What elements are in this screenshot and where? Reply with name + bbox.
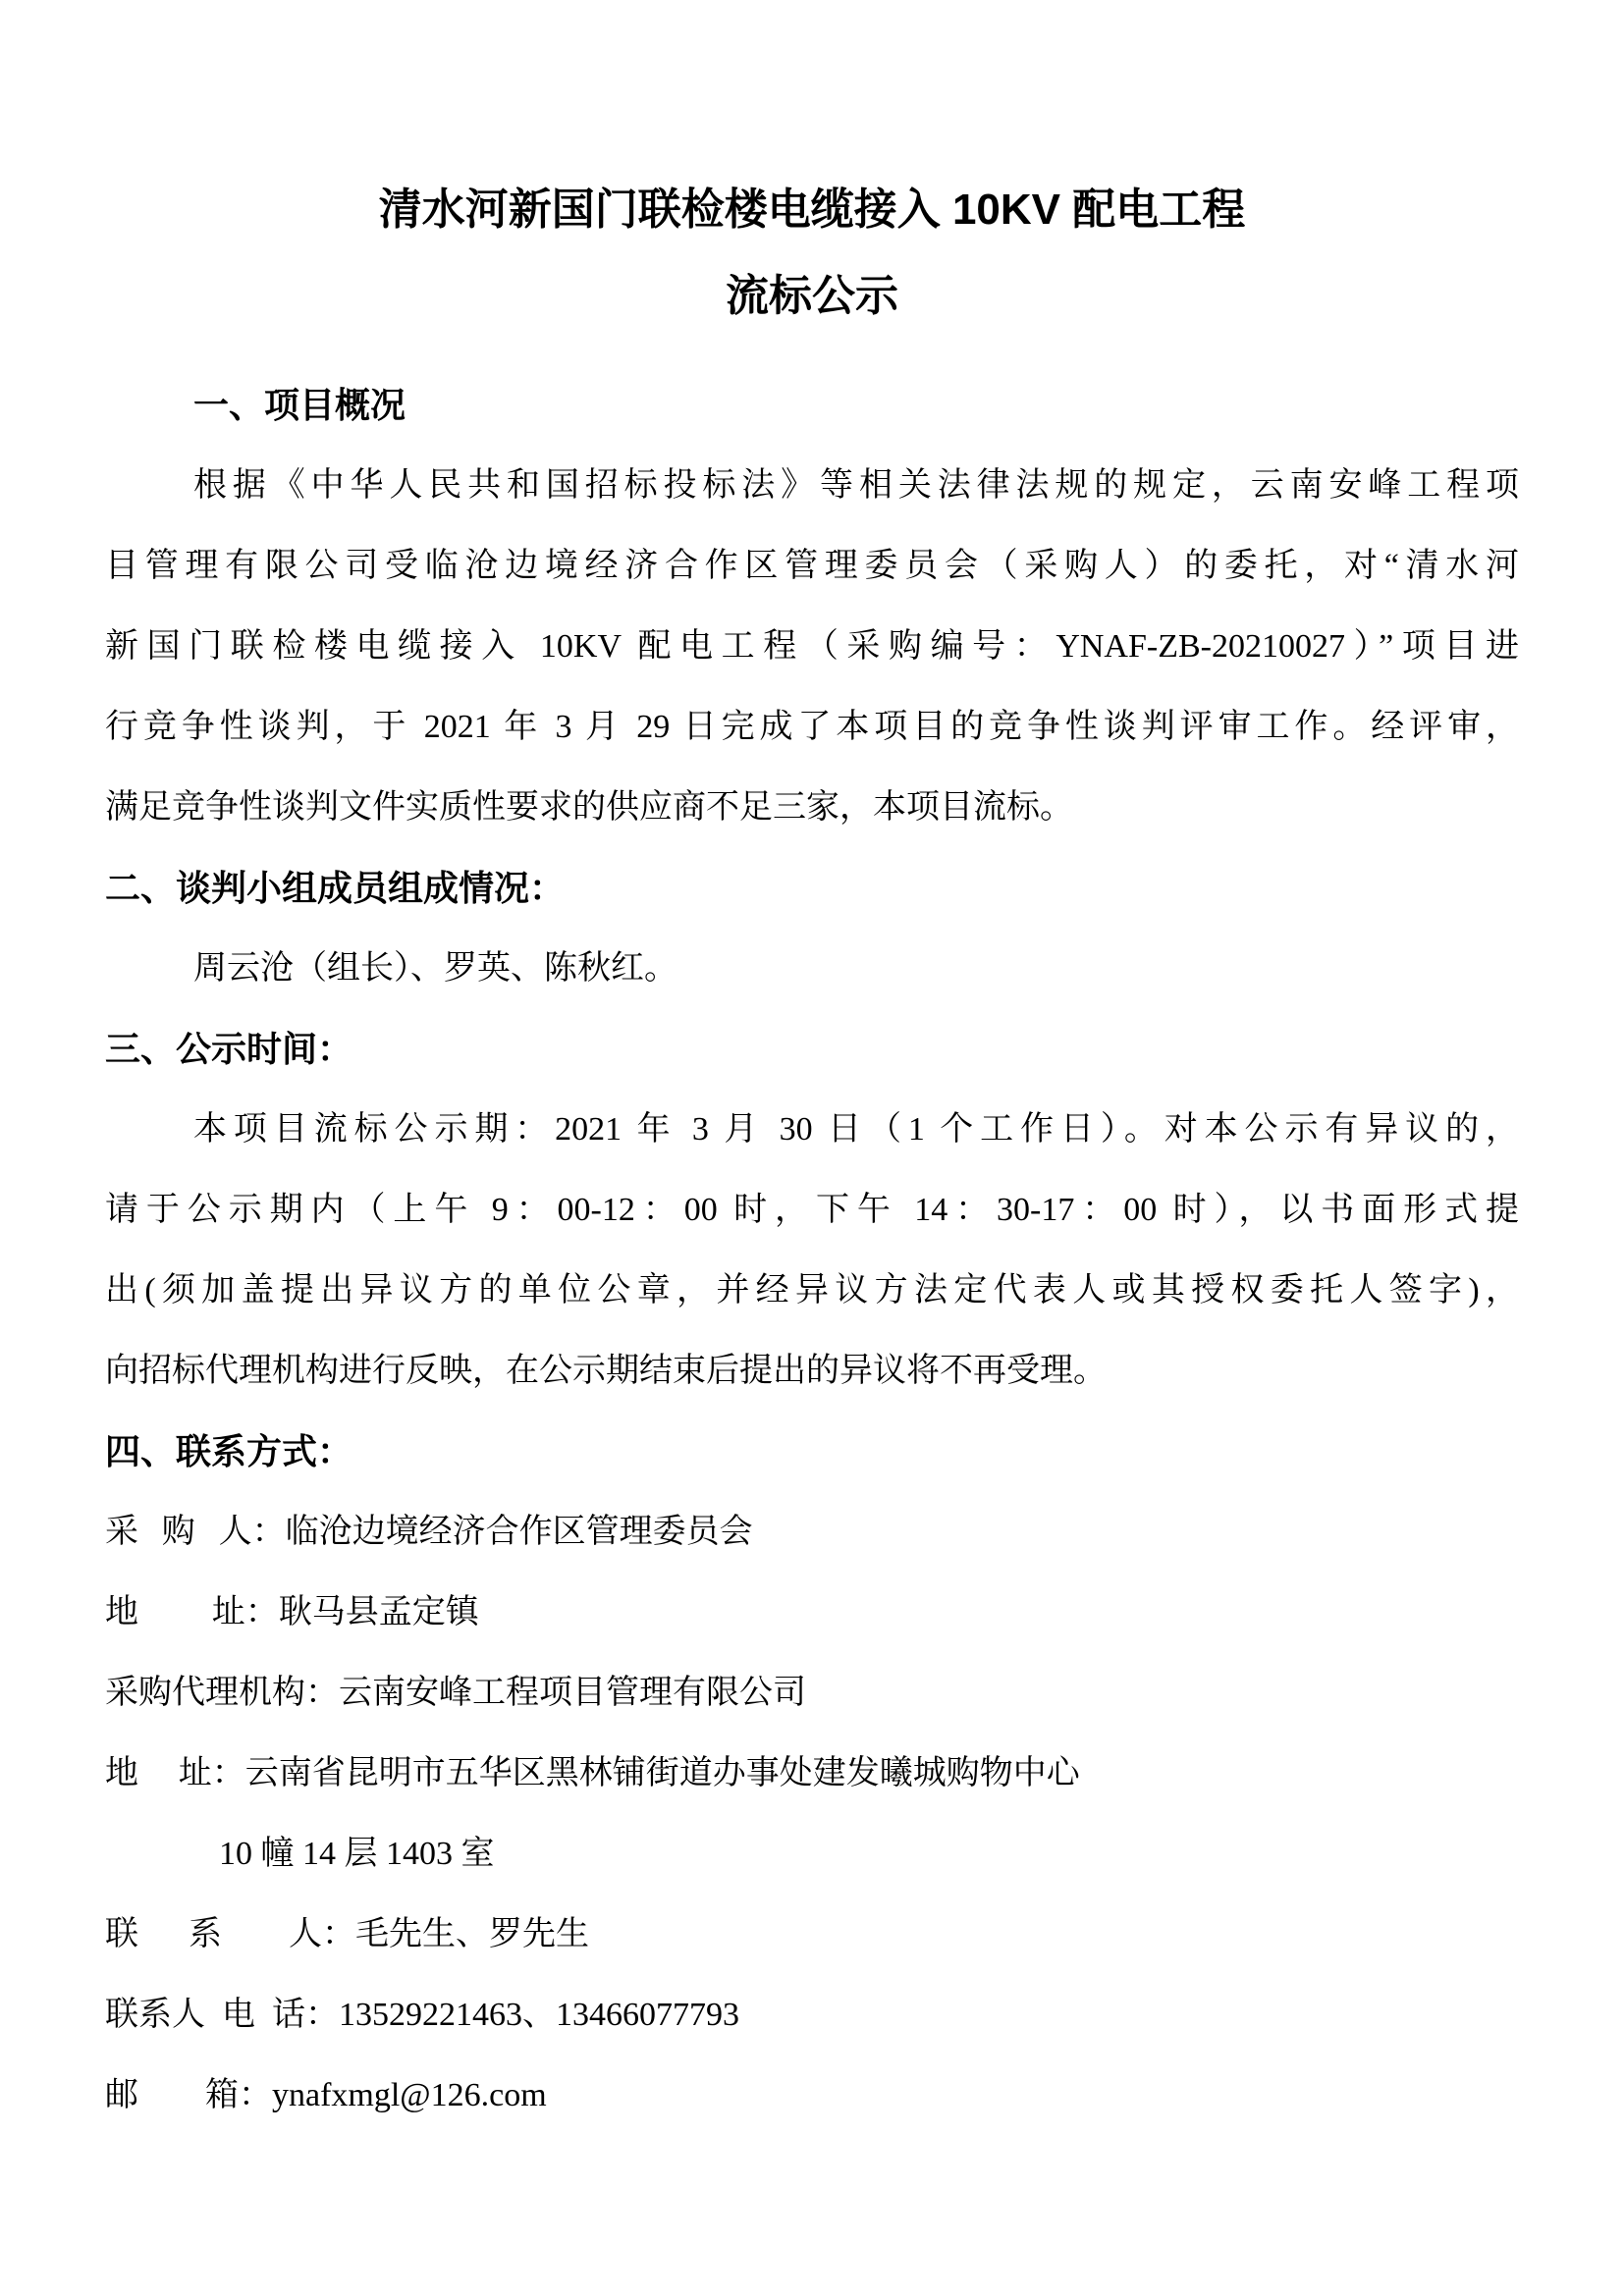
panel-members-line: 周云沧（组长）、罗英、陈秋红。 — [193, 950, 677, 987]
document-title: 清水河新国门联检楼电缆接入 10KV 配电工程 — [378, 186, 1246, 234]
contact-email: 邮 箱：ynafxmgl@126.com — [105, 2077, 547, 2113]
paragraph-line: 向招标代理机构进行反映，在公示期结束后提出的异议将不再受理。 — [105, 1353, 1107, 1389]
contact-phone: 联系人 电 话：13529221463、13466077793 — [105, 1997, 739, 2033]
contact-agency-address-line1: 地 址：云南省昆明市五华区黑林铺街道办事处建发曦城购物中心 — [105, 1755, 1080, 1791]
section-heading-2: 二、谈判小组成员组成情况： — [105, 868, 566, 908]
paragraph-line: 新国门联检楼电缆接入 10KV 配电工程（采购编号：YNAF-ZB-20210027）”项目进 — [105, 628, 1519, 665]
section-heading-1: 一、项目概况 — [193, 385, 406, 425]
document-subtitle: 流标公示 — [726, 272, 898, 320]
contact-agency-address-line2: 10 幢 14 层 1403 室 — [219, 1836, 495, 1872]
paragraph-line: 满足竞争性谈判文件实质性要求的供应商不足三家，本项目流标。 — [105, 789, 1073, 826]
contact-purchaser-address: 地 址：耿马县孟定镇 — [105, 1594, 479, 1630]
contact-purchaser: 采 购 人：临沧边境经济合作区管理委员会 — [105, 1514, 753, 1550]
section-heading-3: 三、公示时间： — [105, 1029, 353, 1069]
paragraph-line: 目管理有限公司受临沧边境经济合作区管理委员会（采购人）的委托，对“清水河 — [105, 548, 1519, 584]
paragraph-line: 根据《中华人民共和国招标投标法》等相关法律法规的规定，云南安峰工程项 — [193, 467, 1519, 504]
title-gap — [105, 340, 1519, 365]
contact-person: 联 系 人：毛先生、罗先生 — [105, 1916, 589, 1952]
contact-agency: 采购代理机构：云南安峰工程项目管理有限公司 — [105, 1675, 806, 1711]
section-heading-4: 四、联系方式： — [105, 1431, 353, 1471]
paragraph-line: 行竞争性谈判，于 2021 年 3 月 29 日完成了本项目的竞争性谈判评审工作。经评审， — [105, 709, 1519, 745]
paragraph-line: 请于公示期内（上午 9：00-12：00 时，下午 14：30-17：00 时），以书面形式提 — [105, 1192, 1519, 1228]
paragraph-line: 本项目流标公示期：2021 年 3 月 30 日（1 个工作日）。对本公示有异议的， — [193, 1111, 1519, 1148]
paragraph-line: 出(须加盖提出异议方的单位公章，并经异议方法定代表人或其授权委托人签字)， — [105, 1272, 1519, 1308]
